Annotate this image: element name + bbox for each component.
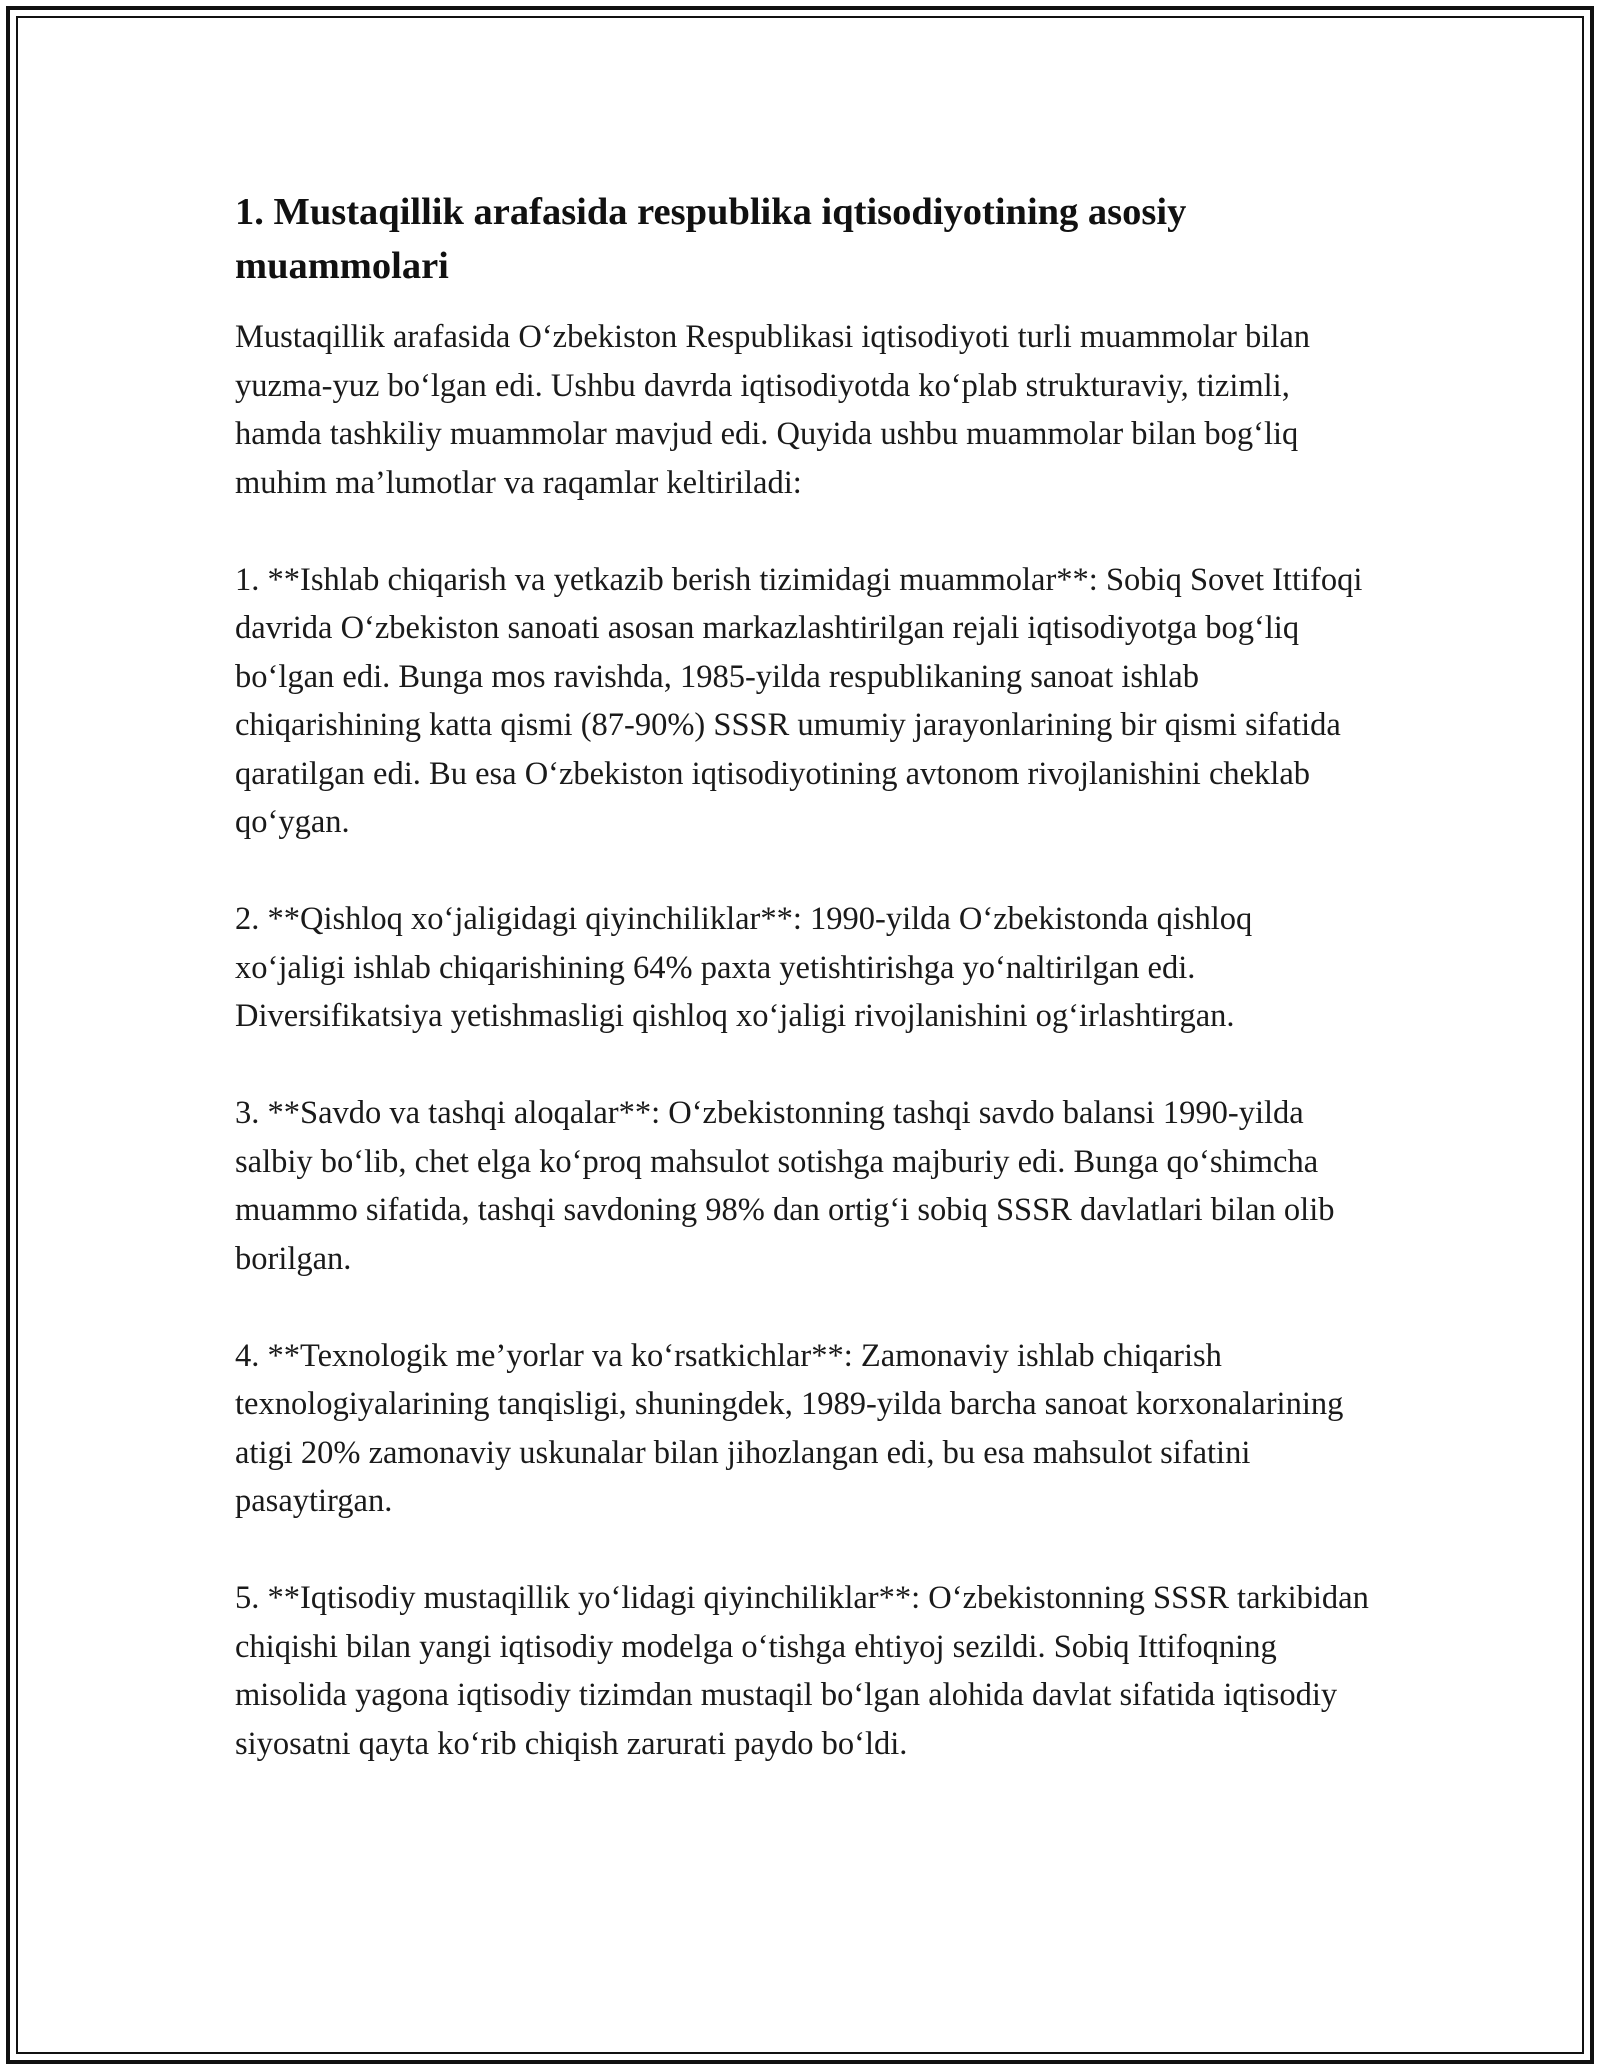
list-item-1-paragraph: 1. **Ishlab chiqarish va yetkazib berish tizimidagi muammolar**: Sobiq Sovet Ittifoqi davrida O‘zbekiston sanoati asosan markazlashtirilgan rejali iqtisodiyotga bog‘liq bo‘lgan edi. Bunga mos ravishda, 1985-yilda respublikaning sanoat ishlab chiqarishining katta qismi (87-90%) SSSR umumiy jarayonlarining bir qismi sifatida qaratilgan edi. Bu esa O‘zbekiston iqtisodiyotining avtonom rivojlanishini cheklab qo‘ygan. [235,561,1363,840]
list-item-2-paragraph: 2. **Qishloq xo‘jaligidagi qiyinchiliklar**: 1990-yilda O‘zbekistonda qishloq xo‘jaligi ishlab chiqarishining 64% paxta yetishtirishga yo‘naltirilgan edi. Diversifikatsiya yetishmasligi qishloq xo‘jaligi rivojlanishini og‘irlashtirgan. [235,901,1253,1034]
list-item-3-paragraph: 3. **Savdo va tashqi aloqalar**: O‘zbekistonning tashqi savdo balansi 1990-yilda salbiy bo‘lib, chet elga ko‘proq mahsulot sotishga majburiy edi. Bunga qo‘shimcha muammo sifatida, tashqi savdoning 98% dan ortig‘i sobiq SSSR davlatlari bilan olib borilgan. [235,1095,1335,1277]
list-item-5-paragraph: 5. **Iqtisodiy mustaqillik yo‘lidagi qiyinchiliklar**: O‘zbekistonning SSSR tarkibidan chiqishi bilan yangi iqtisodiy modelga o‘tishga ehtiyoj sezildi. Sobiq Ittifoqning misolida yagona iqtisodiy tizimdan mustaqil bo‘lgan alohida davlat sifatida iqtisodiy siyosatni qayta ko‘rib chiqish zarurati paydo bo‘ldi. [235,1580,1369,1762]
intro-paragraph: Mustaqillik arafasida O‘zbekiston Respublikasi iqtisodiyoti turli muammolar bilan yuzma-yuz bo‘lgan edi. Ushbu davrda iqtisodiyotda ko‘plab strukturaviy, tizimli, hamda tashkiliy muammolar mavjud edi. Quyida ushbu muammolar bilan bog‘liq muhim ma’lumotlar va raqamlar keltiriladi: [235,319,1311,501]
list-item-4-paragraph: 4. **Texnologik me’yorlar va ko‘rsatkichlar**: Zamonaviy ishlab chiqarish texnologiyalarining tanqisligi, shuningdek, 1989-yilda barcha sanoat korxonalarining atigi 20% zamonaviy uskunalar bilan jihozlangan edi, bu esa mahsulot sifatini pasaytirgan. [235,1337,1344,1519]
document-title: 1. Mustaqillik arafasida respublika iqtisodiyotining asosiy muammolari [235,191,1187,287]
document-body [235,185,1370,1768]
